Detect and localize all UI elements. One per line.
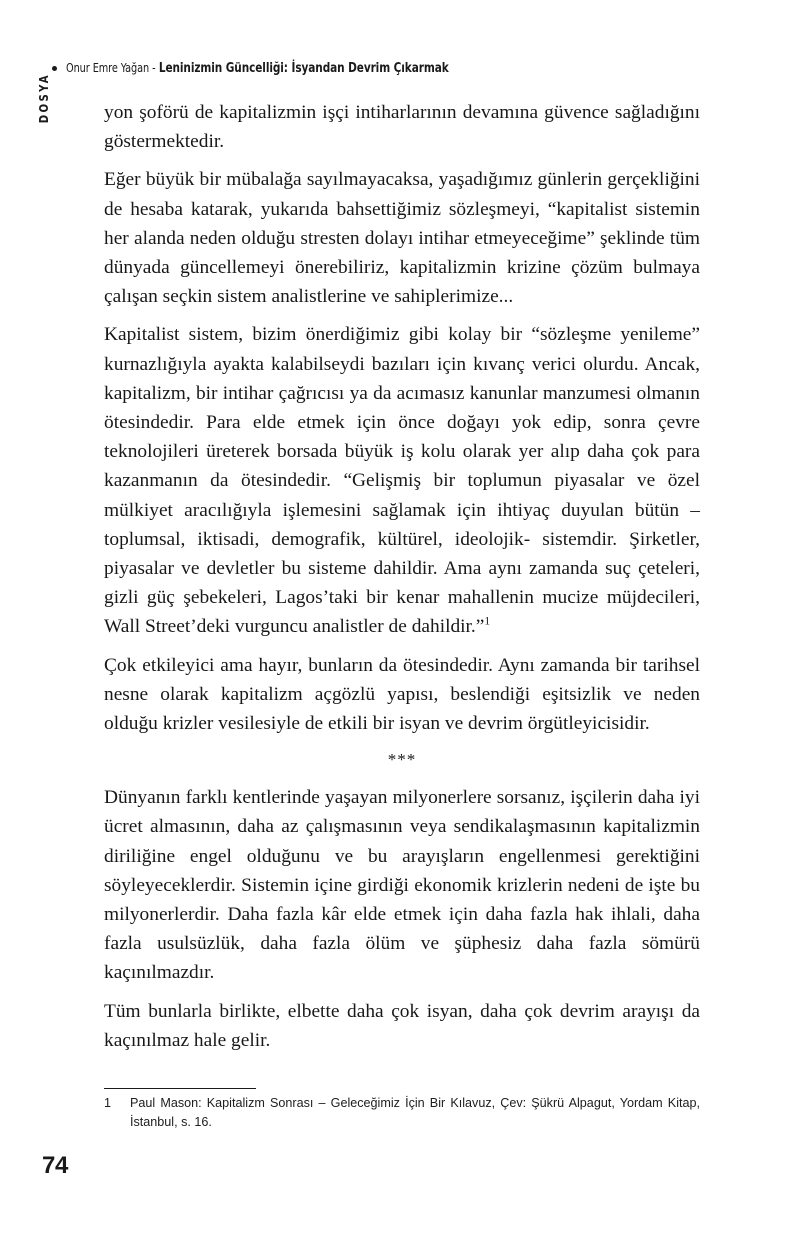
footnote-divider — [104, 1088, 256, 1089]
footnote-block — [104, 1088, 700, 1131]
section-tag-label: DOSYA — [35, 72, 51, 124]
running-header-title: Leninizmin Güncelliği: İsyandan Devrim Çıkarmak — [158, 60, 449, 76]
paragraph: yon şoförü de kapitalizmin işçi intiharlarının devamına güvence sağladığını göstermektedir. — [104, 102, 700, 153]
page-number: 74 — [42, 1152, 69, 1179]
footnote-text: Paul Mason: Kapitalizm Sonrası – Geleceğimiz İçin Bir Kılavuz, Çev: Şükrü Alpagut, Yordam Kitap, İstanbul, s. 16. — [130, 1096, 700, 1129]
paragraph: Tüm bunlarla birlikte, elbette daha çok isyan, daha çok devrim arayışı da kaçınılmaz hale gelir. — [104, 1000, 700, 1051]
body-text-column — [104, 98, 700, 1055]
running-header-text — [66, 60, 449, 76]
footnote-reference-marker: 1 — [484, 615, 491, 628]
paragraph: Çok etkileyici ama hayır, bunların da ötesindedir. Aynı zamanda bir tarihsel nesne olarak kapitalizm açgözlü yapısı, beslendiği eşitsizlik ve neden olduğu krizler vesilesiyle de etkili bir isyan ve devrim örgütleyicisidir. — [104, 654, 700, 735]
section-break-separator: *** — [387, 750, 417, 770]
footnote-entry — [104, 1094, 700, 1131]
section-tag — [31, 48, 55, 148]
paragraph: Dünyanın farklı kentlerinde yaşayan milyonerlere sorsanız, işçilerin daha iyi ücret almasının, daha az çalışmasının veya sendikalaşmasının kapitalizmin diriliğine engel olduğunu ve bu arayışların engellenmesi gerektiğini söyleyeceklerdir. Sistemin içine girdiği ekonomik krizlerin nedeni de işte bu milyonerlerdir. Daha fazla kâr elde etmek için daha fazla hak ihlali, daha fazla usulsüzlük, daha fazla ölüm ve şüphesiz daha fazla sömürü kaçınılmazdır. — [104, 787, 700, 984]
footnote-number: 1 — [104, 1096, 112, 1110]
running-header — [52, 60, 511, 76]
paragraph-with-footnote — [104, 320, 700, 641]
paragraph: Eğer büyük bir mübalağa sayılmayacaksa, yaşadığımız günlerin gerçekliğini de hesaba katarak, yukarıda bahsettiğimiz sözleşmeyi, “kapitalist sistemin her alanda neden olduğu stresten dolayı intihar etmeyeceğime” şeklinde tüm dünyada güncellemeyi önerebiliriz, kapitalizmin krizine çözüm bulmaya çalışan seçkin sistem analistlerine ve sahiplerimize... — [104, 169, 700, 308]
running-header-author: Onur Emre Yağan — [66, 60, 150, 75]
paragraph-text: Kapitalist sistem, bizim önerdiğimiz gibi kolay bir “sözleşme yenileme” kurnazlığıyla ayakta kalabilseydi bazıları için kıvanç verici olurdu. Ancak, kapitalizm, bir intihar çağrıcısı ya da acımasız kanunlar manzumesi olmanın ötesindedir. Para elde etmek için önce doğayı yok edip, sonra çevre teknolojileri üreterek borsada büyük iş kolu olarak yer alıp daha çok para kazanmanın da ötesindedir. “Gelişmiş bir toplumun piyasalar ve özel mülkiyet aracılığıyla işlemesini sağlamak için ihtiyaç duyulan bütün –toplumsal, iktisadi, demografik, kültürel, ideolojik- sistemdir. Şirketler, piyasalar ve devletler bu sisteme dahildir. Ama aynı zamanda suç çeteleri, gizli güç şebekeleri, Lagos’taki bir kenar mahallenin mucize müjdecileri, Wall Street’deki vurguncu analistler de dahildir.” — [104, 324, 700, 638]
running-header-dash: - — [152, 60, 156, 75]
